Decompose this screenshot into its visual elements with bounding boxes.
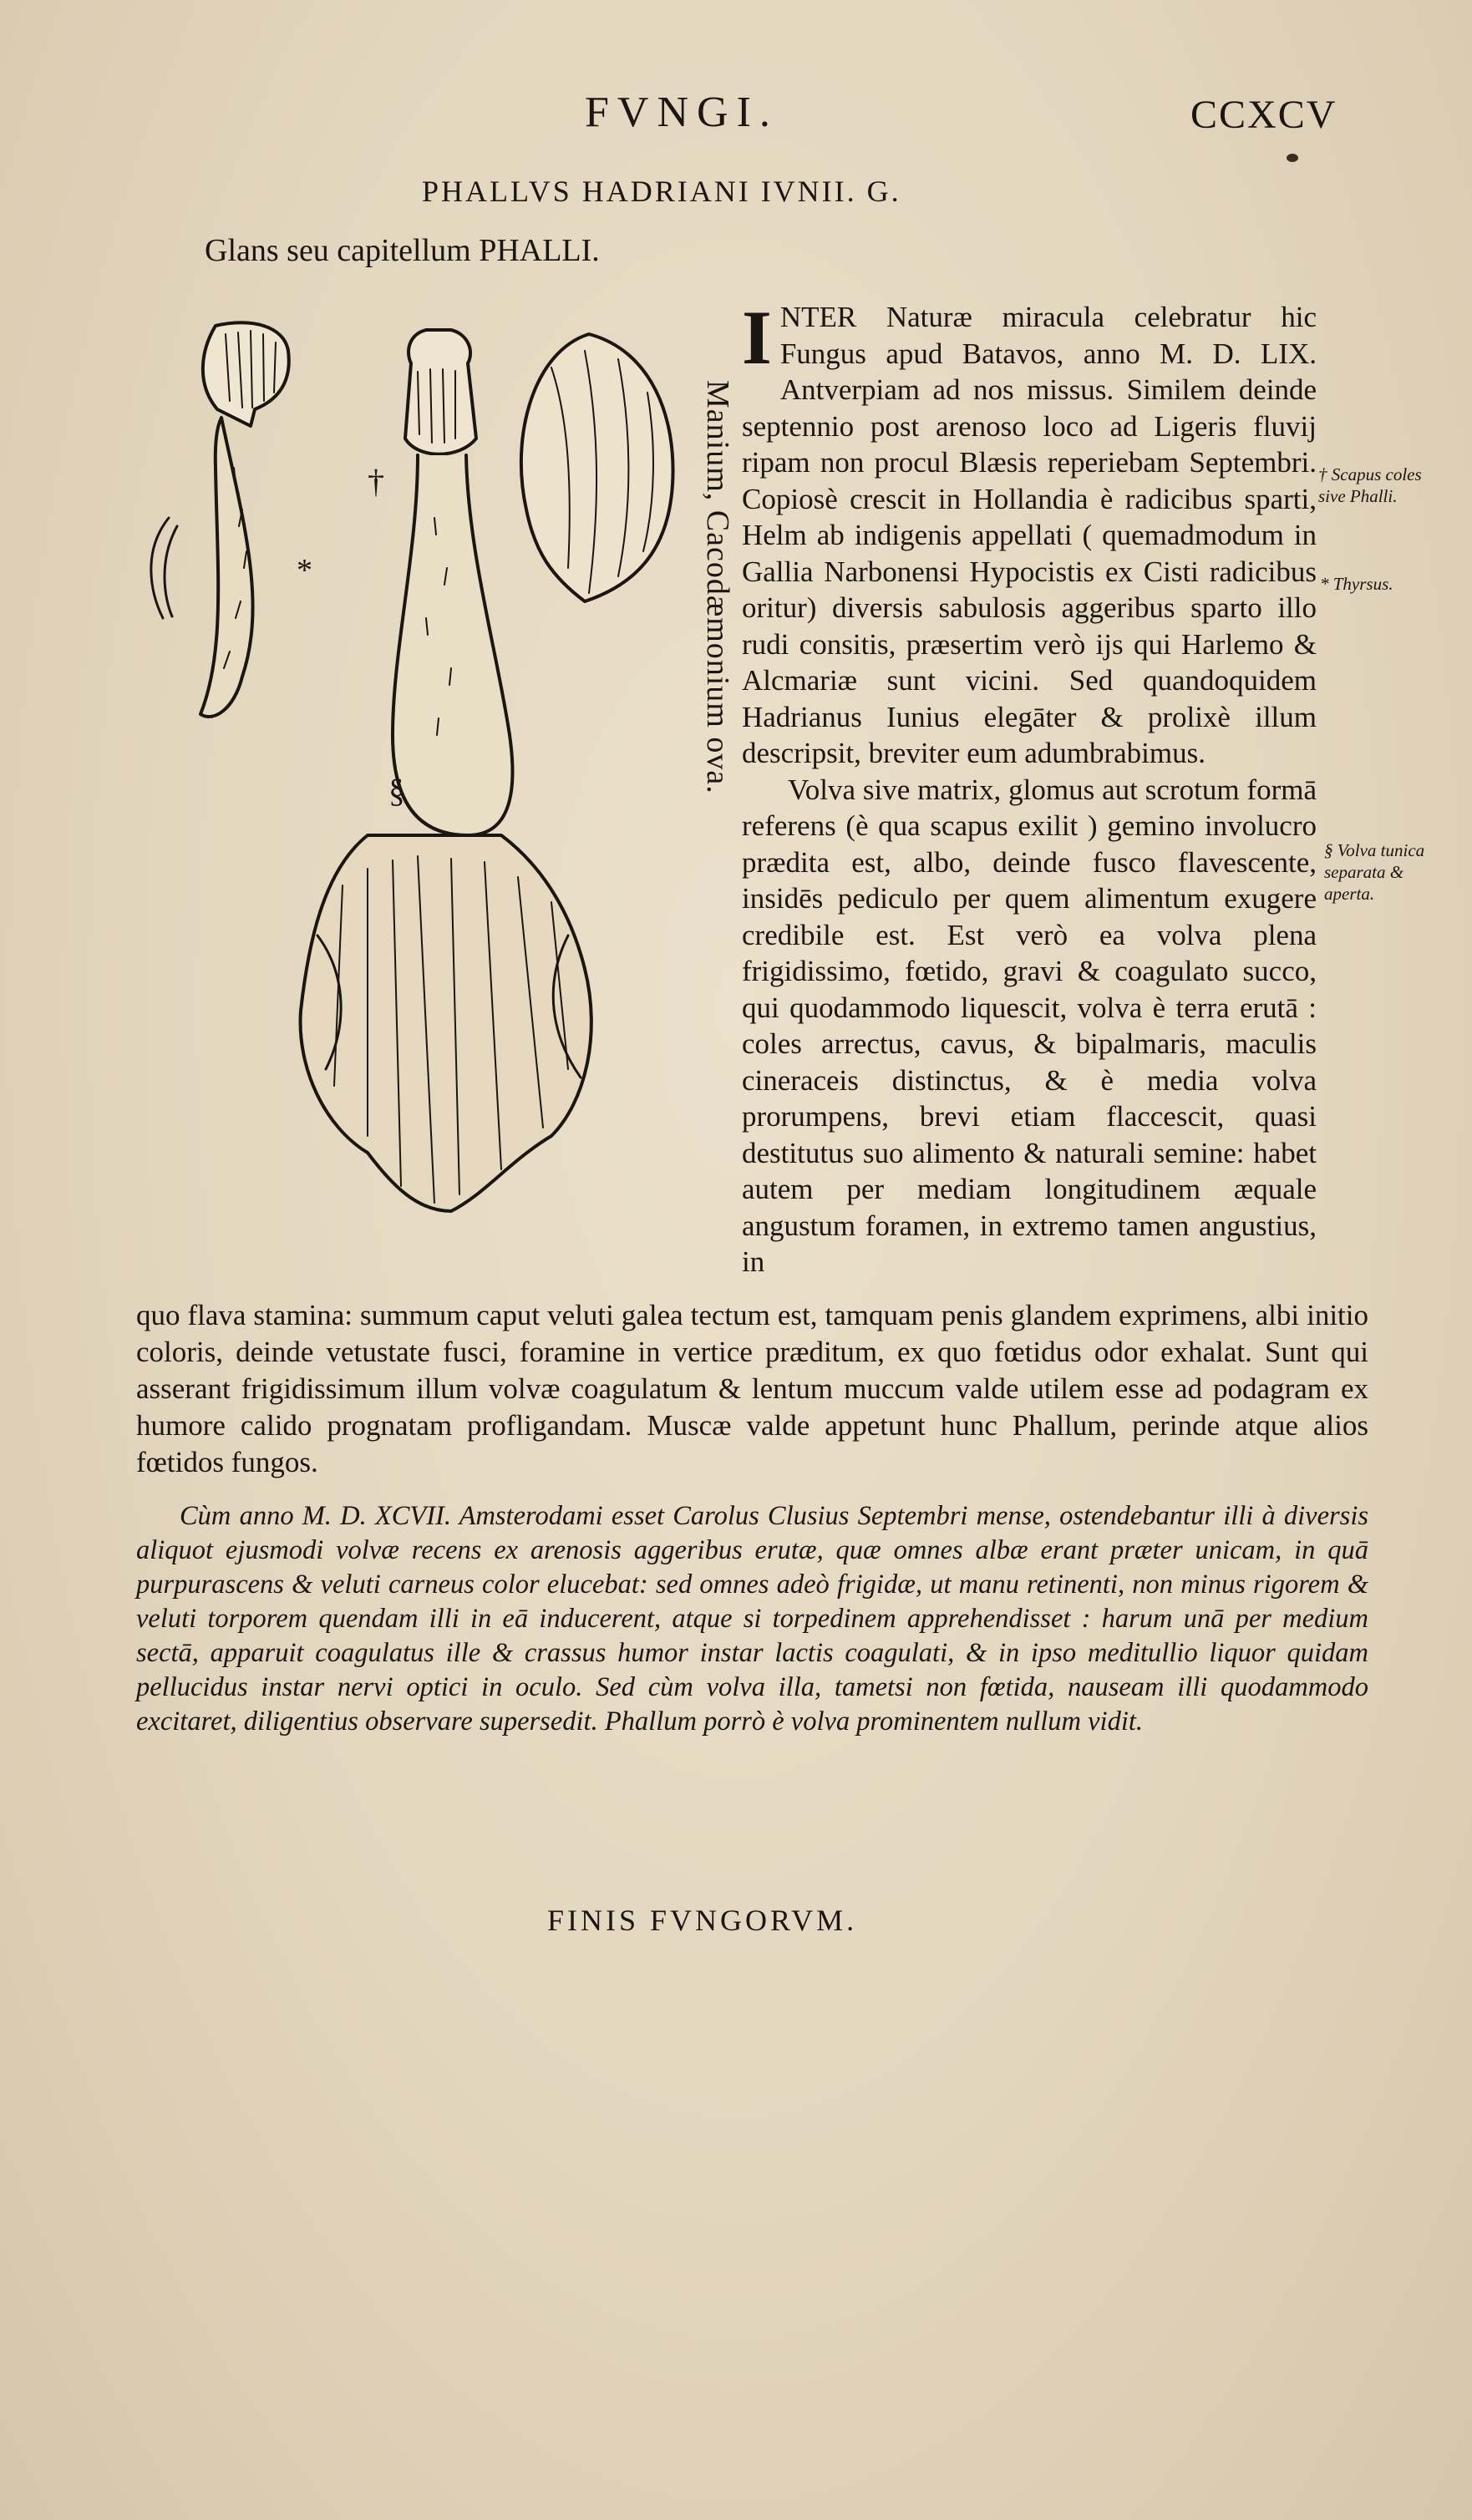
drop-cap: I <box>742 295 772 380</box>
marker-dagger: † <box>368 463 384 500</box>
detached-stem-drawing <box>151 322 289 717</box>
ink-smudge <box>1287 154 1298 162</box>
page-number: CCXCV <box>1190 93 1337 137</box>
paragraph-clusius: Cùm anno M. D. XCVII. Amsterodami esset Carolus Clusius Septembri mense, ostendebantur illi à diversis aliquot ejusmodi volvæ recens ex arenosis aggeribus erutæ, quæ omnes albæ erant præter unicam, in quā purpurascens & veluti carneus color elucebat: sed omnes adeò frigidæ, ut manu retinenti, non minus rigorem & veluti torporem quendam illi in eā inducerent, atque si torpedinem apprehendisset : harum unā per medium sectā, apparuit coagulatus ille & crassus humor instar lactis coagulati, & in ipso meditullio liquor quidam pellucidus instar nervi optici in oculo. Sed cùm volva illa, tametsi non fœtida, nauseam illi quodammodo excitaret, diligentius observare supersedit. Phallum porrò è volva prominentem nullum vidit. <box>136 1501 1368 1737</box>
full-width-text <box>136 1297 1368 1481</box>
section-title: PHALLVS HADRIANI IVNII. G. <box>422 175 901 208</box>
marginal-note-thyrsus: * Thyrsus. <box>1320 574 1393 594</box>
paragraph-1 <box>742 295 1317 772</box>
italic-addendum <box>136 1499 1368 1739</box>
running-head: FVNGI. <box>585 89 779 136</box>
main-text-column <box>742 295 1317 1280</box>
fungus-woodcut-illustration <box>117 301 752 1270</box>
volva-egg-drawing <box>521 334 673 601</box>
paragraph-1-text: NTER Naturæ miracula celebratur hic Fungus apud Batavos, anno M. D. LIX. Antverpiam ad nos missus. Similem deinde septennio post arenoso loco ad Ligeris fluvij ripam non procul Blæsis reperiebam Septembri. Copiosè crescit in Hollandia è radicibus sparti, Helm ab indigenis appellati ( quemadmodum in Gallia Narbonensi Hypocistis ex Cisti radicibus oritur) diversis sabulosis aggeribus sparto illo rudi consitis, præsertim verò ijs qui Harlemo & Alcmariæ sunt vicini. Sed quandoquidem Hadrianus Iunius elegāter & prolixè illum descripsit, breviter eum adumbrabimus. <box>742 301 1317 769</box>
marker-section: § <box>388 772 405 809</box>
paragraph-3: quo flava stamina: summum caput veluti galea tectum est, tamquam penis glandem exprimens, albi initio coloris, deinde vetustate fusci, foramine in vertice præditum, ex quo fœtidus odor exhalat. Sunt qui asserant frigidissimum illum volvæ coagulatum & lentum muccum valde utilem esse ad podagram ex humore calido prognatam profligandam. Muscæ valde appetunt hunc Phallum, perinde atque alios fœtidos fungos. <box>136 1299 1368 1478</box>
marker-asterisk: * <box>297 553 312 588</box>
vertical-figure-caption: Manium, Cacodæmonium ova. <box>700 380 735 794</box>
paragraph-2: Volva sive matrix, glomus aut scrotum formā referens (è qua scapus exilit ) gemino involucro prædita est, albo, deinde fusco flavescente, insidēs pediculo per quem alimentum exugere credibile est. Est verò ea volva plena frigidissimo, fœtido, gravi & coagulato succo, qui quodammodo liquescit, volva è terra erutā : coles arrectus, cavus, & bipalmaris, maculis cineraceis distinctus, & è media volva prorumpens, brevi etiam flaccescit, quasi destitutus suo alimento & naturali semine: habet autem per mediam longitudinem æquale angustum foramen, in extremo tamen angustius, in <box>742 773 1317 1278</box>
marginal-note-scapus: † Scapus coles sive Phalli. <box>1318 464 1422 506</box>
figure-caption: Glans seu capitellum PHALLI. <box>205 233 600 268</box>
finis-footer: FINIS FVNGORVM. <box>547 1904 858 1937</box>
marginal-note-volva: § Volva tunica separata & aperta. <box>1324 840 1425 904</box>
